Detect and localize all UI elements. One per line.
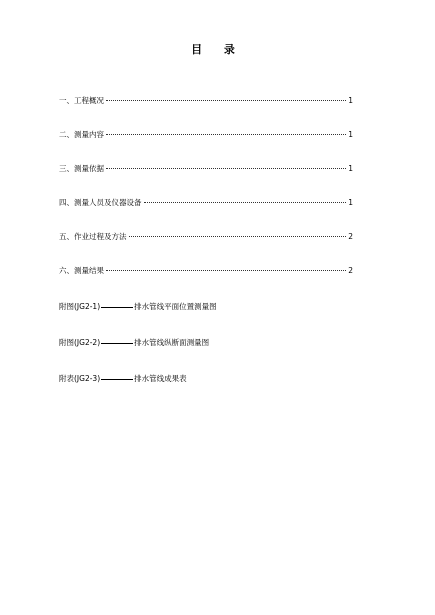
toc-entry-label: 五、作业过程及方法	[59, 232, 127, 241]
appendix-code: 附图(JG2-1)	[59, 302, 101, 311]
appendix-item-table[interactable]	[59, 373, 359, 385]
toc-entry-label: 二、测量内容	[59, 130, 104, 139]
toc-page-number: 2	[348, 232, 353, 241]
toc-entry-label: 六、测量结果	[59, 266, 104, 275]
toc-page-number: 1	[348, 96, 353, 105]
toc-page-number: 1	[348, 198, 353, 207]
appendix-dash	[101, 343, 133, 344]
appendix-code: 附图(JG2-2)	[59, 338, 101, 347]
appendix-item-profile[interactable]	[59, 337, 359, 349]
toc-entry-label: 一、工程概况	[59, 96, 104, 105]
toc-page-number: 1	[348, 130, 353, 139]
toc-dot-leader	[106, 168, 346, 169]
toc-entry-label: 三、测量依据	[59, 164, 104, 173]
toc-entry-personnel[interactable]	[59, 197, 353, 209]
toc-dot-leader	[106, 270, 346, 271]
toc-dot-leader	[106, 100, 346, 101]
toc-dot-leader	[106, 134, 346, 135]
toc-entry-label: 四、测量人员及仪器设备	[59, 198, 142, 207]
toc-entry-overview[interactable]	[59, 95, 353, 107]
appendix-list	[59, 301, 359, 409]
toc-entry-content[interactable]	[59, 129, 353, 141]
toc-entry-results[interactable]	[59, 265, 353, 277]
page-title: 目 录	[191, 43, 244, 56]
toc-entry-basis[interactable]	[59, 163, 353, 175]
toc-entry-process[interactable]	[59, 231, 353, 243]
toc-dot-leader	[129, 236, 347, 237]
toc-page-number: 1	[348, 164, 353, 173]
table-of-contents	[59, 95, 353, 299]
appendix-name: 排水管线成果表	[134, 374, 187, 383]
appendix-item-plan[interactable]	[59, 301, 359, 313]
toc-page-number: 2	[348, 266, 353, 275]
appendix-dash	[101, 307, 133, 308]
appendix-name: 排水管线纵断面测量图	[134, 338, 210, 347]
appendix-code: 附表(JG2-3)	[59, 374, 101, 383]
appendix-dash	[101, 379, 133, 380]
toc-dot-leader	[144, 202, 347, 203]
appendix-name: 排水管线平面位置测量图	[134, 302, 217, 311]
